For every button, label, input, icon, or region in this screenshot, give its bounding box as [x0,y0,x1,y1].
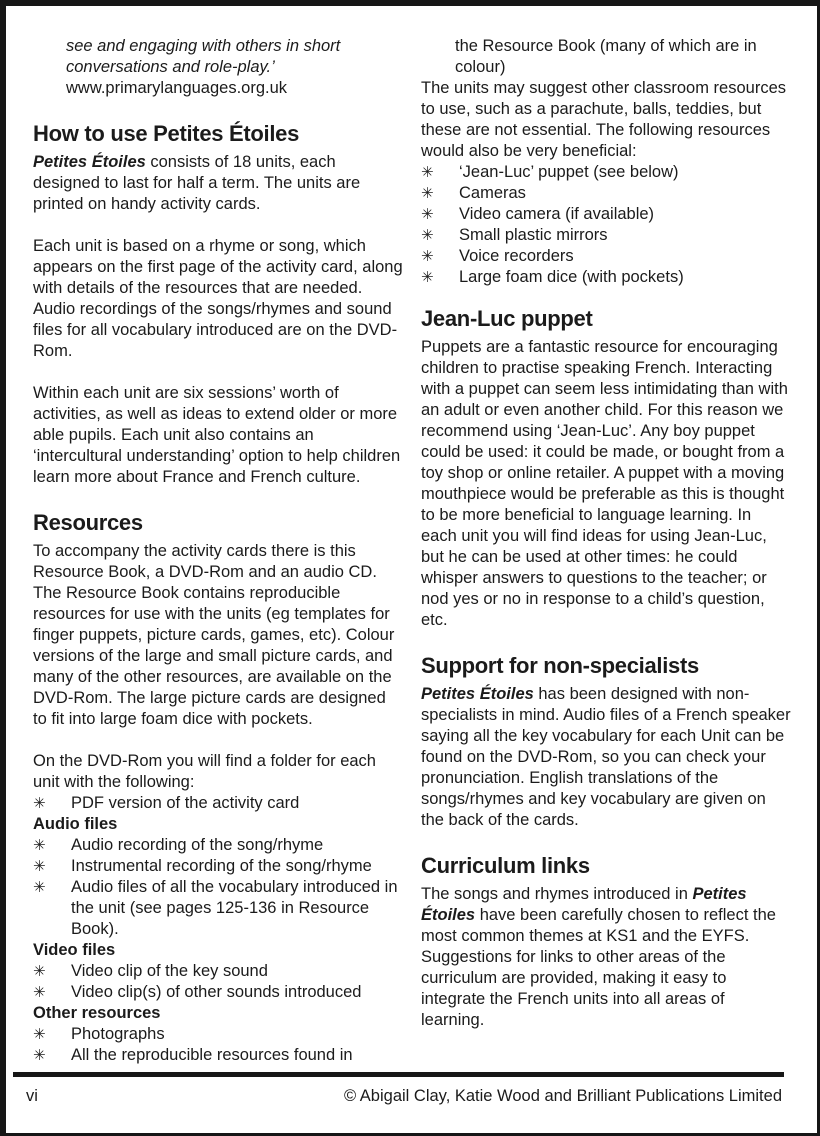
asterisk-bullet-icon: ✳ [33,879,46,896]
paragraph-each-unit: Each unit is based on a rhyme or song, which appears on the first page of the activity card, along with details of the resources that are needed. Audio recordings of the songs/rhymes and sound files for all vocabulary introduced are on the DVD-Rom. [33,237,403,360]
list-item [33,793,403,814]
paragraph-curriculum-pre: The songs and rhymes introduced in [421,885,693,903]
list-item [33,835,403,856]
list-item [421,267,791,288]
subheading-audio-files: Audio files [33,815,118,833]
book-title: Petites Étoiles [421,885,747,924]
list-item-text: Voice recorders [459,247,574,265]
other-resources-list [33,1024,403,1066]
asterisk-bullet-icon: ✳ [421,185,434,202]
paragraph-resources: To accompany the activity cards there is this Resource Book, a DVD-Rom and an audio CD. The Resource Book contains reproducible resources for use with the units (eg templates for finger puppets, picture cards, games, etc). Colour versions of the large and small picture cards, and many of the other resources, are available on the DVD-Rom. The large picture cards are designed to fit into large foam dice with pockets. [33,542,395,728]
list-item [421,162,791,183]
asterisk-bullet-icon: ✳ [33,1026,46,1043]
asterisk-bullet-icon: ✳ [33,837,46,854]
paragraph-suggested-resources: The units may suggest other classroom resources to use, such as a parachute, balls, teddies, but these are not essential. The following resources would also be very beneficial: [421,79,786,160]
heading-support-non-specialists: Support for non-specialists [421,653,699,678]
asterisk-bullet-icon: ✳ [421,227,434,244]
video-files-list [33,961,403,1003]
list-item-text: Cameras [459,184,526,202]
list-item [421,204,791,225]
subheading-other-resources: Other resources [33,1004,161,1022]
audio-files-list [33,835,403,940]
book-title: Petites Étoiles [33,153,146,171]
beneficial-resources-list [421,162,791,288]
asterisk-bullet-icon: ✳ [33,1047,46,1064]
paragraph-support-text: has been designed with non-specialists in mind. Audio files of a French speaker saying all the key vocabulary for each Unit can be found on the DVD-Rom, so you can check your pronunciation. English translations of the songs/rhymes and key vocabulary are given on the back of the cards. [421,685,791,829]
list-item-text: Audio recording of the song/rhyme [71,836,324,854]
book-title: Petites Étoiles [421,685,534,703]
paragraph-within-unit: Within each unit are six sessions’ worth of activities, as well as ideas to extend older or more able pupils. Each unit also contains an ‘intercultural understanding’ option to help children learn more about France and French culture. [33,384,401,486]
list-item-text: Large foam dice (with pockets) [459,268,684,286]
list-item-text: Instrumental recording of the song/rhyme [71,857,372,875]
list-item-text: Audio files of all the vocabulary introduced in the unit (see pages 125-136 in Resource Book). [71,878,398,938]
paragraph-support [421,684,791,831]
asterisk-bullet-icon: ✳ [33,963,46,980]
list-item-text: PDF version of the activity card [71,794,300,812]
list-item [33,961,403,982]
paragraph-curriculum-text: have been carefully chosen to reflect the most common themes at KS1 and the EYFS. Suggestions for links to other areas of the curriculum are provided, making it easy to integrate the French units into all areas of learning. [421,906,776,1029]
list-item [33,877,403,940]
asterisk-bullet-icon: ✳ [421,164,434,181]
list-item-text: Video clip(s) of other sounds introduced [71,983,362,1001]
list-item [33,1045,403,1066]
page-number: vi [26,1087,38,1105]
asterisk-bullet-icon: ✳ [33,795,46,812]
asterisk-bullet-icon: ✳ [421,248,434,265]
page-content [6,6,817,1072]
list-item [421,183,791,204]
quotation-text: see and engaging with others in short conversations and role-play.’ [66,37,341,76]
copyright-text: © Abigail Clay, Katie Wood and Brilliant Publications Limited [343,1087,782,1105]
asterisk-bullet-icon: ✳ [421,206,434,223]
right-column [421,36,791,1072]
subheading-video-files: Video files [33,941,116,959]
paragraph-jean-luc: Puppets are a fantastic resource for encouraging children to practise speaking French. Interacting with a puppet can seem less intimidating than with an adult or even another child. For this reason we recommend using ‘Jean-Luc’. Any boy puppet could be used: it could be made, or bought from a toy shop or online retailer. A puppet with a moving mouthpiece would be preferable as this is thought to be more beneficial to language learning. In each unit you will find ideas for using Jean-Luc, but he can be used at other times: he could whisper answers to questions to the teacher; or nod yes or no in response to a child’s question, etc. [421,338,788,629]
heading-jean-luc-puppet: Jean-Luc puppet [421,306,593,331]
heading-curriculum-links: Curriculum links [421,853,590,878]
paragraph-curriculum [421,884,791,1031]
quotation-block [66,36,403,99]
left-column [33,36,403,1072]
list-item-text: Video camera (if available) [459,205,655,223]
asterisk-bullet-icon: ✳ [33,984,46,1001]
list-item-continuation: the Resource Book (many of which are in colour) [455,37,757,76]
list-item-text: Video clip of the key sound [71,962,268,980]
list-item-text: Small plastic mirrors [459,226,608,244]
footer [13,1072,784,1133]
list-item-text: ‘Jean-Luc’ puppet (see below) [459,163,679,181]
list-item [33,1024,403,1045]
list-item-text: All the reproducible resources found in [71,1046,353,1064]
list-item [33,856,403,877]
asterisk-bullet-icon: ✳ [33,858,46,875]
quotation-source-url: www.primarylanguages.org.uk [66,79,288,97]
paragraph-intro-text: consists of 18 units, each designed to last for half a term. The units are printed on handy activity cards. [33,153,361,213]
list-item [421,246,791,267]
asterisk-bullet-icon: ✳ [421,269,434,286]
list-item-text: Photographs [71,1025,165,1043]
heading-resources: Resources [33,510,143,535]
list-item [421,225,791,246]
paragraph-dvd-folder: On the DVD-Rom you will find a folder for each unit with the following: [33,752,376,791]
paragraph-intro [33,152,403,215]
heading-how-to-use: How to use Petites Étoiles [33,121,300,146]
list-item [33,982,403,1003]
